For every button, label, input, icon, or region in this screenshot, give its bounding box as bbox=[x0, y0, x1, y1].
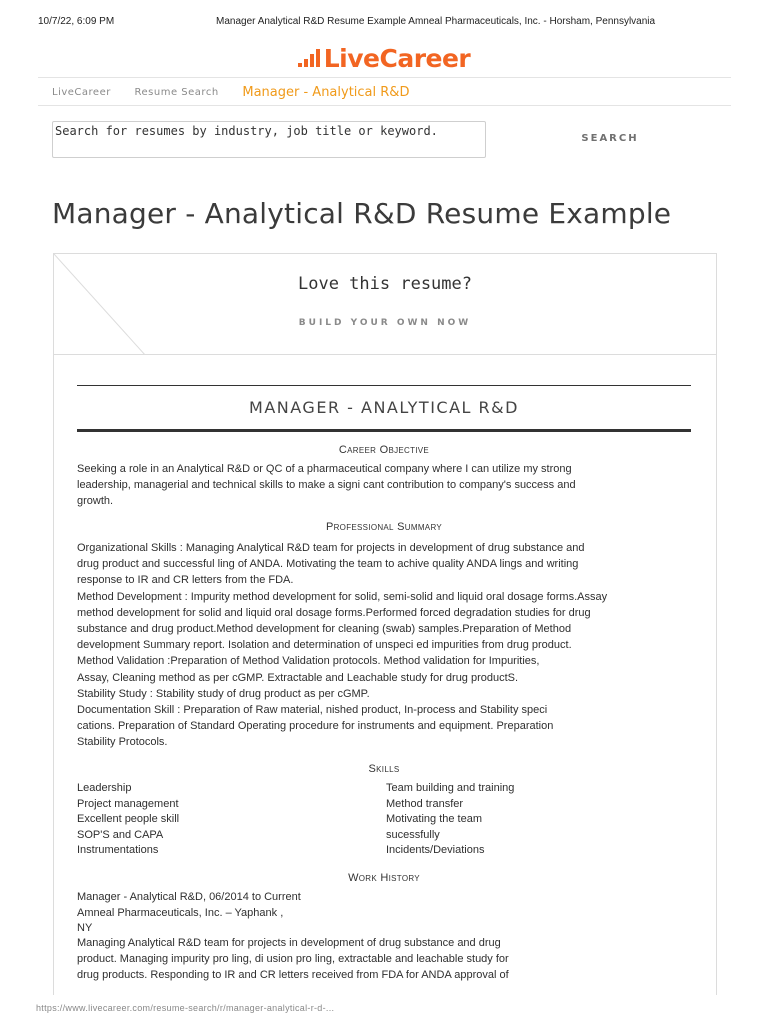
promo-banner bbox=[53, 253, 717, 355]
print-date: 10/7/22, 6:09 PM bbox=[38, 16, 115, 27]
text-line: Method Development : Impurity method development for solid, semi-solid and liquid oral dosage forms.Assay bbox=[77, 590, 608, 603]
skills-title: Skills bbox=[368, 763, 400, 775]
professional-summary-text bbox=[77, 540, 667, 751]
build-your-own-button[interactable]: BUILD YOUR OWN NOW bbox=[298, 318, 472, 328]
skill-item: Method transfer bbox=[386, 797, 464, 810]
job-dates: , 06/2014 to Current bbox=[202, 891, 301, 903]
breadcrumb-current: Manager - Analytical R&D bbox=[242, 85, 410, 100]
career-objective-title: Career Objective bbox=[338, 444, 430, 456]
text-line: leadership, managerial and technical skills to make a signi cant contribution to company's success and bbox=[77, 479, 576, 492]
print-title: Manager Analytical R&D Resume Example Amneal Pharmaceuticals, Inc. - Horsham, Pennsylvania bbox=[216, 16, 656, 27]
resume-name: MANAGER - ANALYTICAL R&D bbox=[249, 398, 519, 417]
text-line: Method Validation :Preparation of Method Validation protocols. Method validation for Impurities, bbox=[77, 655, 540, 668]
search-placeholder: Search for resumes by industry, job title or keyword. bbox=[55, 124, 438, 138]
text-line: response to IR and CR letters from the FDA. bbox=[77, 574, 294, 587]
work-history-title: Work History bbox=[348, 872, 420, 884]
breadcrumb-home[interactable]: LiveCareer bbox=[52, 87, 111, 98]
text-line: Seeking a role in an Analytical R&D or QC of a pharmaceutical company where I can utilize my strong bbox=[77, 463, 572, 475]
resume-rule-top bbox=[77, 385, 691, 386]
breadcrumb-resume-search[interactable]: Resume Search bbox=[134, 87, 219, 98]
skill-item: sucessfully bbox=[386, 828, 440, 841]
text-line: drug product and successful ling of ANDA. Motivating the team to achive quality ANDA lings and writing bbox=[77, 558, 579, 571]
document-frame-left bbox=[53, 355, 54, 995]
skill-item: Incidents/Deviations bbox=[386, 844, 485, 856]
breadcrumb bbox=[52, 84, 409, 99]
text-line: cations. Preparation of Standard Operating procedure for instruments and equipment. Preparation bbox=[77, 720, 554, 733]
text-line: Documentation Skill : Preparation of Raw material, nished product, In-process and Stability speci bbox=[77, 704, 548, 717]
document-frame-right bbox=[716, 355, 717, 995]
promo-diagonal-decoration bbox=[54, 254, 194, 355]
job-description bbox=[77, 935, 597, 984]
logo-text: LiveCareer bbox=[323, 44, 471, 73]
professional-summary-title: Professional Summary bbox=[325, 521, 443, 533]
print-footer-url: https://www.livecareer.com/resume-search/r/manager-analytical-r-d-... bbox=[36, 1003, 335, 1013]
nav-divider-bottom bbox=[38, 105, 731, 106]
job-company: Amneal Pharmaceuticals, Inc. – Yaphank , bbox=[77, 906, 284, 919]
skill-item: Team building and training bbox=[386, 782, 515, 794]
resume-rule-bottom bbox=[77, 429, 691, 432]
promo-headline: Love this resume? bbox=[298, 274, 472, 294]
text-line: Stability Protocols. bbox=[77, 736, 168, 749]
job-title: Manager - Analytical R&D bbox=[77, 891, 203, 903]
skill-item: Motivating the team bbox=[386, 813, 482, 825]
text-line: development Summary report. Isolation and determination of unspeci ed impurities from drug product. bbox=[77, 639, 572, 652]
skill-item: Leadership bbox=[77, 782, 132, 794]
search-input[interactable] bbox=[52, 121, 486, 158]
text-line: Organizational Skills : Managing Analytical R&D team for projects in development of drug substance and bbox=[77, 542, 585, 554]
text-line: Stability Study : Stability study of drug product as per cGMP. bbox=[77, 687, 370, 700]
logo-bars-icon bbox=[298, 49, 322, 69]
livecareer-logo[interactable] bbox=[0, 44, 768, 72]
text-line: method development for solid and liquid oral dosage forms.Performed forced degradation studies for drug bbox=[77, 606, 591, 619]
skill-item: Excellent people skill bbox=[77, 813, 180, 825]
skill-item: Instrumentations bbox=[77, 844, 159, 856]
text-line: substance and drug product.Method development for cleaning (swab) samples.Preparation of Method bbox=[77, 623, 572, 636]
text-line: growth. bbox=[77, 495, 114, 508]
job-header bbox=[77, 890, 377, 937]
text-line: Assay, Cleaning method as per cGMP. Extractable and Leachable study for drug productS. bbox=[77, 671, 519, 684]
career-objective-text bbox=[77, 461, 667, 510]
skills-right-column bbox=[386, 781, 514, 859]
page-title: Manager - Analytical R&D Resume Example bbox=[52, 197, 672, 230]
job-state: NY bbox=[77, 922, 93, 934]
skill-item: SOP'S and CAPA bbox=[77, 828, 164, 841]
search-button[interactable]: SEARCH bbox=[581, 133, 639, 144]
text-line: Managing Analytical R&D team for projects in development of drug substance and drug bbox=[77, 937, 501, 949]
skills-left-column bbox=[77, 781, 179, 859]
nav-divider-top bbox=[38, 77, 731, 78]
text-line: drug products. Responding to IR and CR letters received from FDA for ANDA approval of bbox=[77, 969, 509, 982]
skill-item: Project management bbox=[77, 797, 179, 810]
text-line: product. Managing impurity pro ling, di usion pro ling, extractable and leachable study for bbox=[77, 953, 509, 966]
